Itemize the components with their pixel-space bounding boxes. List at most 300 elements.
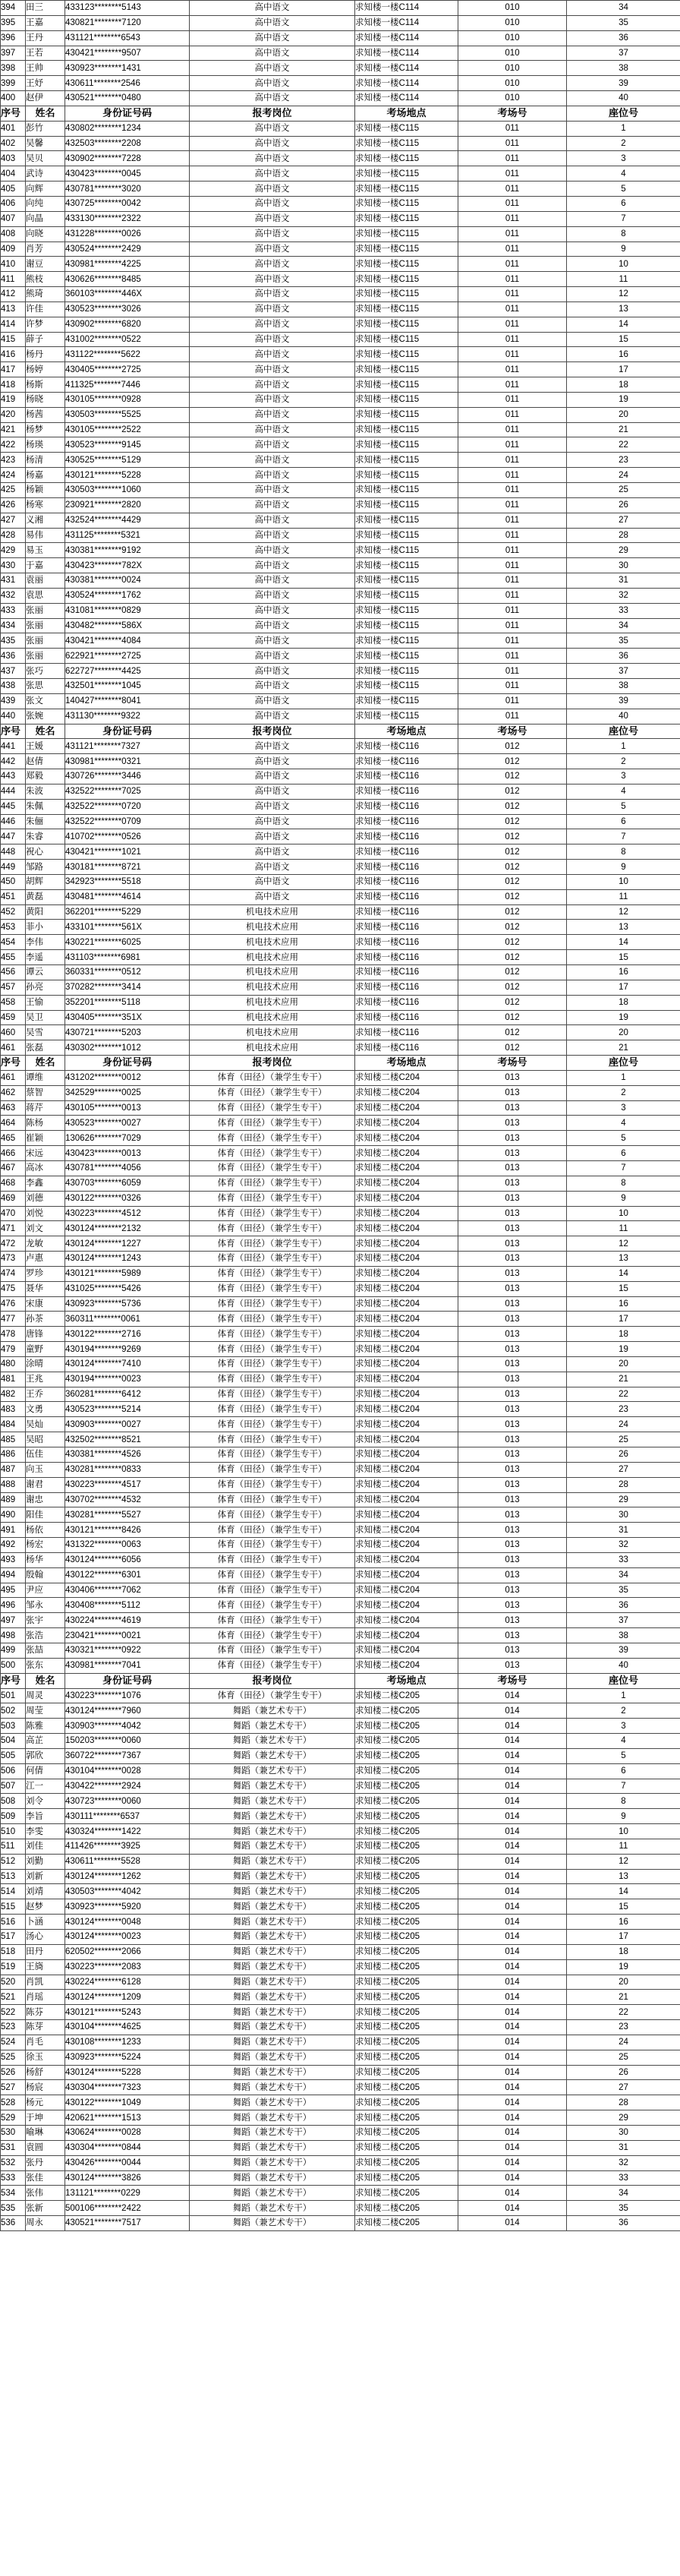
row-post: 舞蹈（兼艺术专干） (190, 1734, 355, 1749)
row-room: 011 (458, 257, 567, 272)
row-name: 刘靖 (26, 1884, 65, 1899)
row-room: 012 (458, 739, 567, 754)
row-name: 张丽 (26, 633, 65, 649)
row-room: 012 (458, 799, 567, 814)
row-id: 430981********4225 (65, 257, 190, 272)
row-room: 013 (458, 1100, 567, 1116)
row-seat: 12 (567, 904, 680, 920)
row-seat: 24 (567, 1417, 680, 1432)
row-name: 杨寒 (26, 497, 65, 513)
table-row (1, 1507, 680, 1523)
row-seq: 469 (1, 1191, 26, 1206)
row-name: 张丹 (26, 2155, 65, 2170)
row-seq: 491 (1, 1523, 26, 1538)
row-room: 012 (458, 860, 567, 875)
row-post: 体育（田径）（兼学生专干） (190, 1131, 355, 1146)
table-header-row (1, 1056, 680, 1071)
row-room: 011 (458, 558, 567, 573)
row-place: 求知楼二楼C204 (355, 1417, 458, 1432)
row-room: 014 (458, 2155, 567, 2170)
row-place: 求知楼二楼C204 (355, 1356, 458, 1372)
row-post: 体育（田径）（兼学生专干） (190, 1643, 355, 1658)
row-post: 舞蹈（兼艺术专干） (190, 1809, 355, 1824)
row-name: 向辉 (26, 182, 65, 197)
row-post: 高中语文 (190, 664, 355, 679)
row-seat: 10 (567, 1824, 680, 1839)
row-name: 张伟 (26, 2186, 65, 2201)
header-seq: 序号 (1, 106, 26, 121)
row-seat: 34 (567, 1, 680, 16)
row-post: 舞蹈（兼艺术专干） (190, 1824, 355, 1839)
row-seq: 398 (1, 61, 26, 76)
row-seat: 10 (567, 257, 680, 272)
row-seq: 441 (1, 739, 26, 754)
row-seat: 7 (567, 829, 680, 844)
row-id: 430302********1012 (65, 1040, 190, 1056)
row-room: 013 (458, 1221, 567, 1236)
row-name: 刘德 (26, 1191, 65, 1206)
row-id: 360331********0512 (65, 965, 190, 980)
row-post: 高中语文 (190, 422, 355, 437)
row-post: 舞蹈（兼艺术专干） (190, 1719, 355, 1734)
row-post: 体育（田径）（兼学生专干） (190, 1447, 355, 1463)
row-name: 吴雪 (26, 1025, 65, 1040)
row-seq: 498 (1, 1628, 26, 1643)
row-id: 430304********0844 (65, 2140, 190, 2155)
row-seat: 22 (567, 1387, 680, 1402)
row-place: 求知楼一楼C116 (355, 889, 458, 904)
row-seat: 6 (567, 1763, 680, 1779)
row-id: 342923********5518 (65, 874, 190, 889)
table-row (1, 407, 680, 422)
row-room: 011 (458, 543, 567, 558)
row-name: 宋远 (26, 1146, 65, 1161)
row-seq: 499 (1, 1643, 26, 1658)
row-post: 舞蹈（兼艺术专干） (190, 2170, 355, 2186)
row-seat: 12 (567, 287, 680, 302)
row-seat: 31 (567, 2140, 680, 2155)
row-seq: 453 (1, 920, 26, 935)
row-post: 体育（田径）（兼学生专干） (190, 1070, 355, 1085)
row-seat: 30 (567, 558, 680, 573)
row-place: 求知楼二楼C205 (355, 2186, 458, 2201)
row-seat: 10 (567, 874, 680, 889)
row-room: 013 (458, 1342, 567, 1357)
row-seq: 486 (1, 1447, 26, 1463)
row-name: 李雯 (26, 1824, 65, 1839)
table-row (1, 664, 680, 679)
row-seat: 36 (567, 1598, 680, 1613)
row-seat: 3 (567, 769, 680, 784)
row-seat: 10 (567, 1206, 680, 1221)
row-id: 430923********5224 (65, 2050, 190, 2065)
row-seq: 463 (1, 1100, 26, 1116)
table-row (1, 1613, 680, 1628)
row-place: 求知楼二楼C205 (355, 1915, 458, 1930)
row-place: 求知楼二楼C205 (355, 1703, 458, 1719)
row-room: 011 (458, 347, 567, 362)
table-row (1, 1447, 680, 1463)
row-name: 朱俪 (26, 814, 65, 829)
row-seat: 23 (567, 453, 680, 468)
row-name: 张丽 (26, 603, 65, 618)
row-seq: 410 (1, 257, 26, 272)
row-place: 求知楼一楼C114 (355, 1, 458, 16)
row-seq: 533 (1, 2170, 26, 2186)
header-id: 身份证号码 (65, 106, 190, 121)
row-place: 求知楼二楼C204 (355, 1296, 458, 1312)
row-place: 求知楼一楼C115 (355, 497, 458, 513)
row-id: 430324********1422 (65, 1824, 190, 1839)
row-place: 求知楼一楼C116 (355, 784, 458, 799)
row-place: 求知楼二楼C204 (355, 1432, 458, 1447)
table-row (1, 166, 680, 182)
table-row (1, 2095, 680, 2110)
row-room: 013 (458, 1658, 567, 1673)
row-room: 014 (458, 1854, 567, 1869)
row-room: 012 (458, 904, 567, 920)
row-id: 430124********6056 (65, 1552, 190, 1567)
table-row (1, 76, 680, 91)
row-post: 机电技术应用 (190, 935, 355, 950)
table-row (1, 91, 680, 106)
row-post: 高中语文 (190, 649, 355, 664)
row-room: 014 (458, 1869, 567, 1884)
table-row (1, 1854, 680, 1869)
row-post: 舞蹈（兼艺术专干） (190, 1930, 355, 1945)
row-seat: 35 (567, 2201, 680, 2216)
row-place: 求知楼一楼C115 (355, 272, 458, 287)
table-row (1, 1899, 680, 1915)
row-seq: 448 (1, 844, 26, 860)
row-id: 430111********6537 (65, 1809, 190, 1824)
table-row (1, 1794, 680, 1809)
row-name: 孙茶 (26, 1312, 65, 1327)
row-id: 410702********0526 (65, 829, 190, 844)
row-seq: 494 (1, 1567, 26, 1583)
row-place: 求知楼一楼C116 (355, 739, 458, 754)
row-seat: 20 (567, 1025, 680, 1040)
row-id: 430902********7228 (65, 151, 190, 166)
row-place: 求知楼二楼C204 (355, 1266, 458, 1281)
row-room: 013 (458, 1296, 567, 1312)
table-row (1, 558, 680, 573)
row-room: 010 (458, 46, 567, 61)
row-name: 于坤 (26, 2110, 65, 2126)
row-room: 012 (458, 754, 567, 769)
row-name: 薛子 (26, 332, 65, 347)
row-name: 尹应 (26, 1583, 65, 1598)
row-id: 430821********7120 (65, 15, 190, 30)
row-seq: 399 (1, 76, 26, 91)
row-room: 011 (458, 362, 567, 377)
row-name: 杨依 (26, 1523, 65, 1538)
table-row (1, 1176, 680, 1191)
table-row (1, 2005, 680, 2020)
table-row (1, 1567, 680, 1583)
row-name: 田丹 (26, 1944, 65, 1959)
row-post: 体育（田径）（兼学生专干） (190, 1356, 355, 1372)
row-room: 013 (458, 1477, 567, 1492)
row-name: 王妤 (26, 76, 65, 91)
row-seat: 7 (567, 1160, 680, 1176)
row-room: 013 (458, 1432, 567, 1447)
table-row (1, 2201, 680, 2216)
row-post: 高中语文 (190, 889, 355, 904)
row-room: 012 (458, 935, 567, 950)
row-post: 高中语文 (190, 543, 355, 558)
row-place: 求知楼二楼C205 (355, 1869, 458, 1884)
row-post: 高中语文 (190, 362, 355, 377)
row-id: 430624********0028 (65, 2125, 190, 2140)
row-id: 430381********0024 (65, 573, 190, 589)
row-seat: 27 (567, 2080, 680, 2095)
row-name: 蒋芹 (26, 1100, 65, 1116)
table-row (1, 1252, 680, 1267)
header-id: 身份证号码 (65, 724, 190, 739)
table-row (1, 182, 680, 197)
row-room: 011 (458, 709, 567, 724)
row-seat: 15 (567, 1899, 680, 1915)
row-id: 431002********0522 (65, 332, 190, 347)
row-id: 430108********1233 (65, 2035, 190, 2050)
row-name: 张婉 (26, 709, 65, 724)
row-room: 014 (458, 2170, 567, 2186)
row-post: 体育（田径）（兼学生专干） (190, 1492, 355, 1507)
row-place: 求知楼二楼C205 (355, 2095, 458, 2110)
table-row (1, 799, 680, 814)
row-place: 求知楼二楼C204 (355, 1613, 458, 1628)
row-room: 011 (458, 513, 567, 528)
table-body (1, 1, 680, 2231)
row-id: 431130********9322 (65, 709, 190, 724)
row-room: 013 (458, 1160, 567, 1176)
row-post: 高中语文 (190, 468, 355, 483)
row-place: 求知楼二楼C204 (355, 1567, 458, 1583)
row-seq: 496 (1, 1598, 26, 1613)
row-seat: 32 (567, 1538, 680, 1553)
row-post: 高中语文 (190, 588, 355, 603)
row-post: 高中语文 (190, 754, 355, 769)
row-place: 求知楼一楼C116 (355, 874, 458, 889)
row-name: 张巧 (26, 664, 65, 679)
table-row (1, 1131, 680, 1146)
row-seat: 35 (567, 1583, 680, 1598)
row-seq: 446 (1, 814, 26, 829)
table-row (1, 1, 680, 16)
row-post: 高中语文 (190, 151, 355, 166)
row-place: 求知楼一楼C115 (355, 182, 458, 197)
row-seq: 425 (1, 483, 26, 498)
row-name: 张丽 (26, 618, 65, 633)
row-post: 体育（田径）（兼学生专干） (190, 1176, 355, 1191)
row-room: 014 (458, 1824, 567, 1839)
row-place: 求知楼一楼C115 (355, 392, 458, 407)
row-seq: 529 (1, 2110, 26, 2126)
row-post: 机电技术应用 (190, 950, 355, 965)
row-room: 013 (458, 1598, 567, 1613)
row-seat: 2 (567, 136, 680, 151)
row-name: 张文 (26, 693, 65, 709)
table-row (1, 2110, 680, 2126)
row-room: 014 (458, 1748, 567, 1763)
row-seat: 37 (567, 1613, 680, 1628)
row-seat: 35 (567, 15, 680, 30)
table-row (1, 965, 680, 980)
row-seq: 501 (1, 1688, 26, 1703)
row-id: 431125********5321 (65, 528, 190, 543)
row-seq: 451 (1, 889, 26, 904)
row-seq: 403 (1, 151, 26, 166)
row-post: 高中语文 (190, 317, 355, 332)
row-name: 武诗 (26, 166, 65, 182)
header-id: 身份证号码 (65, 1056, 190, 1071)
row-seq: 426 (1, 497, 26, 513)
row-seq: 439 (1, 693, 26, 709)
row-id: 432522********0720 (65, 799, 190, 814)
table-row (1, 497, 680, 513)
row-room: 011 (458, 603, 567, 618)
row-id: 430122********0326 (65, 1191, 190, 1206)
row-id: 430122********1049 (65, 2095, 190, 2110)
row-room: 014 (458, 1839, 567, 1854)
row-seat: 38 (567, 678, 680, 693)
row-post: 高中语文 (190, 347, 355, 362)
row-seq: 523 (1, 2020, 26, 2035)
row-place: 求知楼一楼C116 (355, 829, 458, 844)
row-post: 高中语文 (190, 709, 355, 724)
row-seat: 40 (567, 91, 680, 106)
row-seq: 527 (1, 2080, 26, 2095)
table-row (1, 2186, 680, 2201)
row-seq: 466 (1, 1146, 26, 1161)
table-row (1, 1658, 680, 1673)
row-seat: 3 (567, 151, 680, 166)
row-seq: 516 (1, 1915, 26, 1930)
row-id: 430405********2725 (65, 362, 190, 377)
row-place: 求知楼一楼C115 (355, 377, 458, 393)
row-id: 430281********0833 (65, 1462, 190, 1477)
row-post: 高中语文 (190, 618, 355, 633)
row-id: 430726********3446 (65, 769, 190, 784)
row-name: 童野 (26, 1342, 65, 1357)
row-place: 求知楼二楼C204 (355, 1116, 458, 1131)
table-row (1, 995, 680, 1010)
row-seq: 520 (1, 1975, 26, 1990)
row-id: 430481********4614 (65, 889, 190, 904)
row-seq: 535 (1, 2201, 26, 2216)
table-row (1, 1281, 680, 1296)
row-seat: 15 (567, 332, 680, 347)
row-post: 高中语文 (190, 799, 355, 814)
row-post: 机电技术应用 (190, 980, 355, 995)
row-seat: 25 (567, 483, 680, 498)
row-seq: 531 (1, 2140, 26, 2155)
row-seq: 431 (1, 573, 26, 589)
table-header-row (1, 106, 680, 121)
row-name: 熊琦 (26, 287, 65, 302)
row-place: 求知楼二楼C204 (355, 1131, 458, 1146)
row-id: 430223********2083 (65, 1959, 190, 1975)
row-seat: 27 (567, 513, 680, 528)
row-seq: 413 (1, 301, 26, 317)
row-place: 求知楼一楼C116 (355, 935, 458, 950)
row-room: 012 (458, 920, 567, 935)
table-row (1, 211, 680, 226)
row-seat: 9 (567, 1809, 680, 1824)
row-id: 620502********2066 (65, 1944, 190, 1959)
row-seq: 428 (1, 528, 26, 543)
row-room: 011 (458, 136, 567, 151)
row-seat: 19 (567, 1342, 680, 1357)
row-post: 舞蹈（兼艺术专干） (190, 2186, 355, 2201)
row-name: 杨婷 (26, 362, 65, 377)
table-row (1, 61, 680, 76)
table-row (1, 1221, 680, 1236)
row-id: 430408********5112 (65, 1598, 190, 1613)
row-name: 刘勤 (26, 1854, 65, 1869)
row-seq: 412 (1, 287, 26, 302)
row-seq: 418 (1, 377, 26, 393)
row-id: 431202********0012 (65, 1070, 190, 1085)
row-seq: 432 (1, 588, 26, 603)
row-id: 352201********5118 (65, 995, 190, 1010)
row-room: 013 (458, 1131, 567, 1146)
row-room: 013 (458, 1176, 567, 1191)
row-seq: 515 (1, 1899, 26, 1915)
row-seq: 514 (1, 1884, 26, 1899)
row-seat: 5 (567, 1131, 680, 1146)
row-name: 喻琳 (26, 2125, 65, 2140)
row-id: 150203********0060 (65, 1734, 190, 1749)
row-name: 伍佳 (26, 1447, 65, 1463)
table-row (1, 287, 680, 302)
row-seq: 467 (1, 1160, 26, 1176)
row-name: 杨梦 (26, 422, 65, 437)
row-seq: 415 (1, 332, 26, 347)
row-seq: 445 (1, 799, 26, 814)
row-id: 432501********1045 (65, 678, 190, 693)
row-seq: 406 (1, 196, 26, 211)
row-place: 求知楼一楼C116 (355, 799, 458, 814)
row-post: 高中语文 (190, 528, 355, 543)
row-room: 014 (458, 2095, 567, 2110)
header-place: 考场地点 (355, 724, 458, 739)
row-room: 011 (458, 301, 567, 317)
row-seq: 421 (1, 422, 26, 437)
row-post: 体育（田径）（兼学生专干） (190, 1252, 355, 1267)
header-seat: 座位号 (567, 724, 680, 739)
row-post: 体育（田径）（兼学生专干） (190, 1206, 355, 1221)
table-row (1, 468, 680, 483)
row-seat: 38 (567, 1628, 680, 1643)
row-place: 求知楼二楼C204 (355, 1538, 458, 1553)
row-post: 高中语文 (190, 678, 355, 693)
row-room: 013 (458, 1387, 567, 1402)
row-name: 王乔 (26, 1387, 65, 1402)
row-room: 013 (458, 1085, 567, 1100)
row-room: 013 (458, 1281, 567, 1296)
row-id: 430105********0013 (65, 1100, 190, 1116)
row-seat: 12 (567, 1236, 680, 1252)
table-row (1, 1552, 680, 1567)
row-name: 谢君 (26, 1477, 65, 1492)
row-post: 高中语文 (190, 226, 355, 242)
row-seq: 484 (1, 1417, 26, 1432)
row-place: 求知楼一楼C115 (355, 121, 458, 136)
row-id: 430381********9192 (65, 543, 190, 558)
row-room: 014 (458, 2005, 567, 2020)
